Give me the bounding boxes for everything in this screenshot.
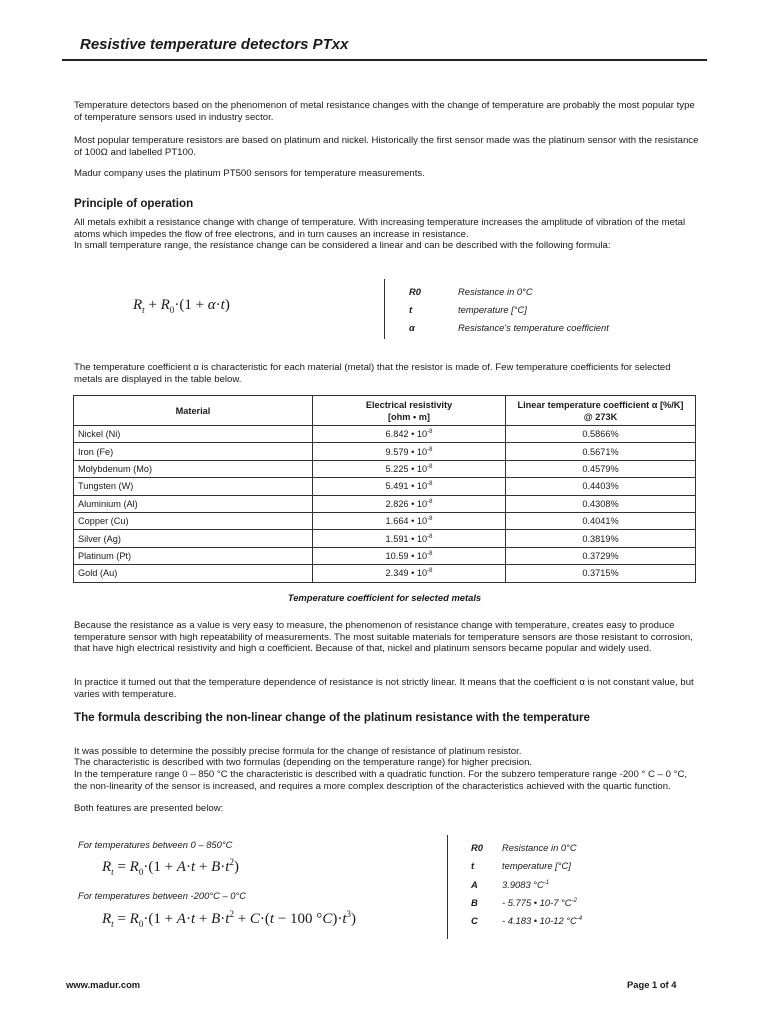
intro-paragraph-1: Temperature detectors based on the phenomenon of metal resistance changes with the change of temperature are probably the most popular type of temperature sensors used in industry sector.	[74, 100, 695, 123]
page-title: Resistive temperature detectors PTxx	[80, 36, 349, 53]
intro-paragraph-2: Most popular temperature resistors are based on platinum and nickel. Historically the first sensor made was the platinum sensor with the resistance of 100Ω and labelled PT100.	[74, 135, 699, 158]
resistivity-value: 5.491 • 10	[385, 481, 428, 492]
principle-paragraph-2: In small temperature range, the resistance change can be considered a linear and can be described with the following formula:	[74, 240, 611, 251]
coefficient-cell: 0.5671%	[506, 443, 696, 460]
legend-description: Resistance in 0°C	[458, 286, 533, 297]
resistivity-exponent: -8	[427, 516, 433, 523]
legend-symbol: R0	[409, 286, 421, 297]
legend-description: Resistance's temperature coefficient	[458, 322, 609, 333]
resistivity-exponent: -8	[427, 533, 433, 540]
resistivity-cell	[313, 530, 506, 547]
resistivity-cell	[313, 478, 506, 495]
legend-symbol: t	[471, 860, 475, 871]
principle-paragraph: All metals exhibit a resistance change with change of temperature. With increasing temperature increases the amplitude of vibration of the metal atoms which impedes the flow of free electrons, and in turn causes an increase in resistance.	[74, 217, 686, 240]
column-header-resistivity	[313, 396, 506, 426]
quadratic-formula: $R_t = R_0\cdot(1 + A\cdot t + B\cdot t^2)$	[102, 857, 239, 877]
legend-value: - 5.775 • 10-7 °C	[502, 897, 572, 908]
legend-exponent: -1	[543, 879, 550, 886]
legend-symbol: C	[471, 915, 478, 926]
intro-paragraph-3: Madur company uses the platinum PT500 sensors for temperature measurements.	[74, 168, 425, 179]
linear-formula: $R_t + R_0\cdot(1 + \alpha\cdot t)$	[133, 297, 230, 315]
section-heading-principle: Principle of operation	[74, 197, 194, 210]
range-label-subzero: For temperatures between -200°C – 0°C	[78, 890, 246, 901]
resistivity-value: 1.664 • 10	[385, 516, 428, 527]
resistivity-exponent: -8	[427, 550, 433, 557]
resistivity-value: 1.591 • 10	[385, 533, 428, 544]
material-cell: Platinum (Pt)	[74, 547, 313, 564]
resistivity-cell	[313, 512, 506, 529]
coefficient-cell: 0.4308%	[506, 495, 696, 512]
table-row	[74, 460, 696, 477]
legend-symbol: t	[409, 304, 413, 315]
material-cell: Nickel (Ni)	[74, 426, 313, 443]
material-cell: Copper (Cu)	[74, 512, 313, 529]
nonlinear-line-2: The characteristic is described with two formulas (depending on the temperature range) for higher precision.	[74, 757, 533, 768]
coefficient-cell: 0.3715%	[506, 565, 696, 582]
coefficient-cell: 0.3729%	[506, 547, 696, 564]
resistivity-exponent: -8	[427, 568, 433, 575]
quartic-formula: $R_t = R_0\cdot(1 + A\cdot t + B\cdot t^2 + C\cdot(t - 100$ $^\circ C)\cdot t^3$)	[102, 909, 356, 929]
legend-divider-1	[384, 279, 385, 339]
legend-description	[502, 915, 582, 926]
resistivity-value: 10.59 • 10	[385, 550, 428, 561]
resistivity-cell	[313, 426, 506, 443]
table-row	[74, 512, 696, 529]
legend-symbol: B	[471, 897, 478, 908]
material-cell: Iron (Fe)	[74, 443, 313, 460]
table-header-row	[74, 396, 696, 426]
column-header-material: Material	[74, 396, 313, 426]
resistivity-exponent: -8	[427, 463, 433, 470]
resistivity-exponent: -8	[427, 446, 433, 453]
nonlinear-line-4: Both features are presented below:	[74, 803, 224, 814]
column-header-resistivity-line-2: [ohm • m]	[387, 411, 430, 422]
table-row	[74, 530, 696, 547]
table-row	[74, 495, 696, 512]
table-row	[74, 443, 696, 460]
resistivity-value: 2.349 • 10	[385, 568, 428, 579]
footer-website-link[interactable]: www.madur.com	[66, 979, 141, 990]
footer-page-number: Page 1 of 4	[627, 979, 677, 990]
material-cell: Molybdenum (Mo)	[74, 460, 313, 477]
resistivity-cell	[313, 495, 506, 512]
material-cell: Aluminium (Al)	[74, 495, 313, 512]
coefficient-cell: 0.4579%	[506, 460, 696, 477]
table-row	[74, 426, 696, 443]
resistivity-exponent: -8	[427, 498, 433, 505]
legend-description: temperature [°C]	[458, 304, 527, 315]
coefficient-cell: 0.3819%	[506, 530, 696, 547]
metals-table	[73, 395, 696, 583]
legend-divider-2	[447, 835, 448, 939]
legend-description	[502, 897, 577, 908]
column-header-coefficient-line-2: @ 273K	[583, 411, 618, 422]
legend-description	[502, 879, 549, 890]
resistivity-exponent: -8	[427, 481, 433, 488]
table-row	[74, 565, 696, 582]
column-header-coefficient	[506, 396, 696, 426]
legend-exponent: -2	[571, 897, 577, 904]
legend-exponent: -4	[576, 915, 583, 922]
legend-value: - 4.183 • 10-12 °C	[502, 915, 577, 926]
resistivity-value: 5.225 • 10	[385, 464, 428, 474]
legend-description: Resistance in 0°C	[502, 842, 577, 853]
resistivity-cell	[313, 443, 506, 460]
coefficient-cell: 0.4403%	[506, 478, 696, 495]
header-divider	[62, 59, 707, 61]
body-paragraph-2: In practice it turned out that the temperature dependence of resistance is not strictly linear. It means that the coefficient α is not constant value, but varies with temperature.	[74, 677, 694, 700]
legend-symbol: A	[471, 879, 478, 890]
coefficient-intro-paragraph: The temperature coefficient α is characteristic for each material (metal) that the resistor is made of. Few temperature coefficients for selected metals are displayed in the table below.	[74, 362, 671, 385]
material-cell: Tungsten (W)	[74, 478, 313, 495]
nonlinear-line-3: In the temperature range 0 – 850 °C the characteristic is described with a quadratic function. For the subzero temperature range -200 ° C – 0 °C, the non-linearity of the sensor is increased, and requires a more complex description of the characteristics achieved with the quartic function.	[74, 769, 688, 792]
resistivity-cell	[313, 565, 506, 582]
material-cell: Gold (Au)	[74, 565, 313, 582]
resistivity-value: 6.842 • 10	[385, 429, 428, 440]
column-header-coefficient-line-1: Linear temperature coefficient α [%/K]	[517, 399, 684, 410]
resistivity-cell	[313, 547, 506, 564]
coefficient-cell: 0.4041%	[506, 512, 696, 529]
legend-value: 3.9083 °C	[502, 879, 544, 890]
range-label-positive: For temperatures between 0 – 850°C	[78, 839, 233, 850]
section-heading-nonlinear: The formula describing the non-linear change of the platinum resistance with the temperature	[74, 711, 591, 724]
resistivity-value: 2.826 • 10	[385, 498, 428, 509]
material-cell: Silver (Ag)	[74, 530, 313, 547]
legend-symbol: R0	[471, 842, 483, 853]
body-paragraph-1: Because the resistance as a value is very easy to measure, the phenomenon of resistance change with temperature, creates easy to produce temperature sensor with high repeatability of measurements. The most suitable materials for temperature sensors are those resistant to corrosion, that have high electrical resistivity and high α coefficient. Because of that, nickel and platinum sensors became popular and widely used.	[74, 620, 693, 655]
legend-description: temperature [°C]	[502, 860, 571, 871]
table-caption: Temperature coefficient for selected metals	[287, 592, 482, 603]
coefficient-cell: 0.5866%	[506, 426, 696, 443]
table-row	[74, 547, 696, 564]
nonlinear-line-1: It was possible to determine the possibly precise formula for the change of resistance of platinum resistor.	[74, 746, 522, 757]
legend-symbol: α	[409, 322, 415, 333]
table-row	[74, 478, 696, 495]
resistivity-value: 9.579 • 10	[385, 446, 428, 457]
resistivity-cell	[313, 460, 506, 477]
resistivity-exponent: -8	[427, 429, 433, 436]
column-header-resistivity-line-1: Electrical resistivity	[365, 399, 453, 410]
